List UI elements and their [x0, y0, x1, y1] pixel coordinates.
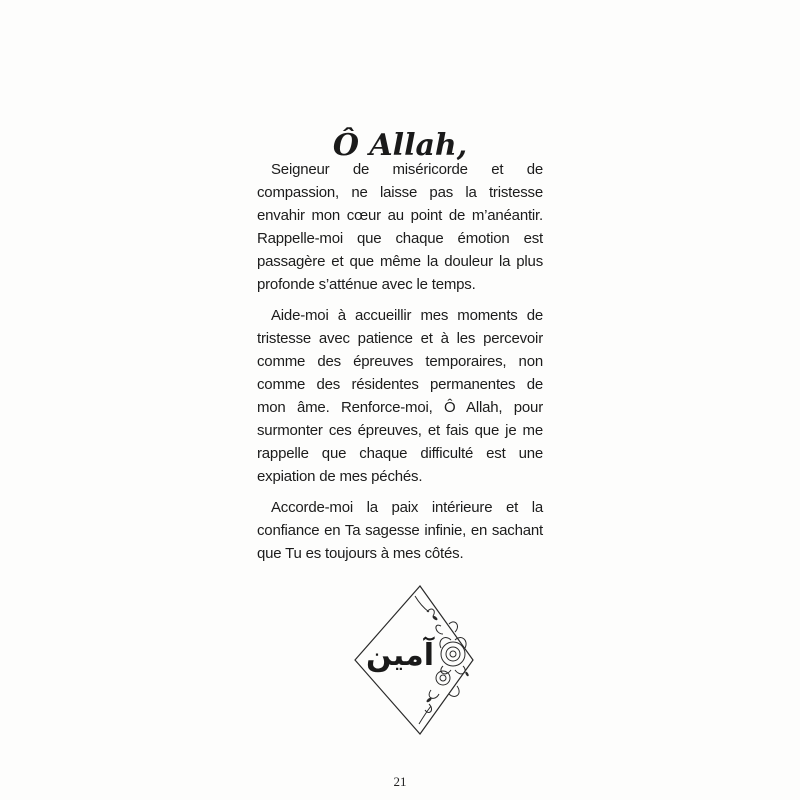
ameen-ornament: [345, 582, 475, 738]
paragraph-2: Aide-moi à accueillir mes moments de tristesse avec patience et à les percevoir comme des épreuves temporaires, non comme des résidentes permanentes de mon âme. Renforce-moi, Ô Allah, pour surmonter ces épreuves, et fais que je me rappelle que chaque difficulté est une expiation de mes péchés.: [257, 307, 543, 485]
paragraph-3: Accorde-moi la paix intérieure et la confiance en Ta sagesse infinie, en sachant que Tu es toujours à mes côtés.: [257, 499, 543, 562]
ameen-text: آمين: [365, 638, 435, 673]
paragraph-1: Seigneur de miséricorde et de compassion, ne laisse pas la tristesse envahir mon cœur au point de m’anéantir. Rappelle-moi que chaque émotion est passagère et que même la douleur la plus profonde s’atténue avec le temps.: [257, 161, 543, 293]
prayer-text: [257, 158, 543, 573]
page-title: Ô Allah,: [332, 128, 468, 163]
page-number: 21: [393, 774, 407, 789]
